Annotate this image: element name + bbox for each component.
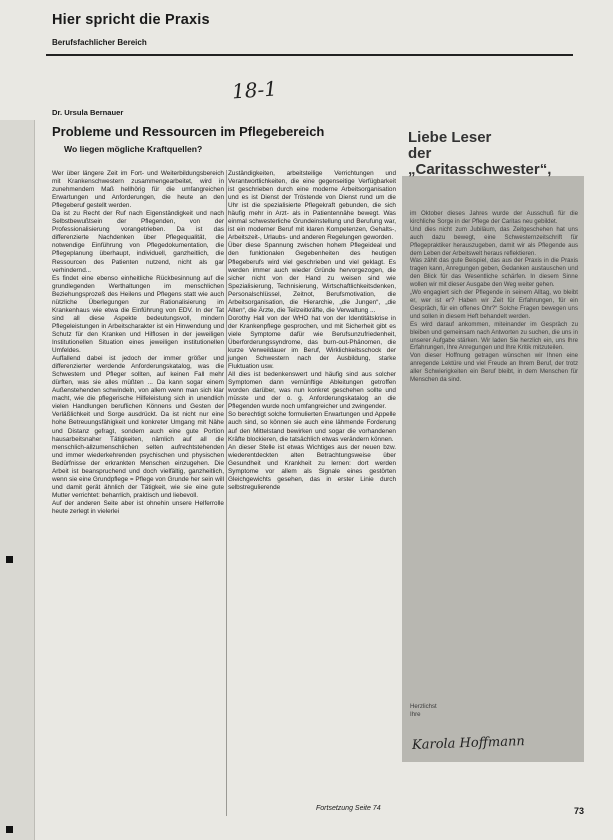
handwritten-annotation: 18-1 (231, 76, 278, 104)
continuation-note: Fortsetzung Seite 74 (316, 805, 381, 812)
paragraph: Zuständigkeiten, arbeitsteilige Verrichtungen und Verantwortlichkeiten, die eine gegenseitige Verfügbarkeit ist geschrieben durch eine moderne Arbeitsorganisation und es ist Dienst der Tröstende von Dienst rund um die Uhr ist die spezialisierte Pflegekraft gebunden, die sich häufig mehr in Arzt- als in Patientennähe bewegt. Was einmal schwesterliche Grundeinstellung und Berufung war, ist ein moderner Beruf mit klaren Kompetenzen, Gehalts-, Arbeitszeit-, Urlaubs- und anderen Regelungen geworden. (228, 170, 396, 242)
paragraph: An dieser Stelle ist etwas Wichtiges aus der neuen bzw. wiederentdeckten alten Betrachtungsweise über Gesundheit und Krankheit zu lernen: dort werden Symptome vor allem als Signale eines gestörten Gleichgewichts gesehen, das in erster Linie durch selbstregulierende (228, 443, 396, 491)
sidebar-paragraph: Was zählt das gute Beispiel, das aus der Praxis in die Praxis tragen kann, Anregungen geben, Gedanken austauschen und den Blick für das Wesentliche schärfen. In diesem Sinne wollen wir mit dieser Ausgabe den Weg weiter gehen. (410, 257, 578, 289)
paragraph: So berechtigt solche formulierten Erwartungen und Appelle auch sind, so können sie auch eine lähmende Forderung auf den Mittelstand bewirken und sogar die vorhandenen Kräfte blockieren, die tatsächlich etwas verändern können. (228, 411, 396, 443)
paragraph: Es findet eine ebenso einheitliche Rückbesinnung auf die grundlegenden Werthaltungen im menschlichen Beziehungsprozeß des Heilens und Pflegens statt wie auch nützliche Überlegungen zur Rationalisierung im Krankenhaus wie etwa die Einführung von EDV. In der Tat sind all diese Aspekte bedeutungsvoll, mindern Pflegeleistungen in Arbeitscharakter ist ein Hinwendung und Schutz für den Kranken und Hilflosen in der jeweiligen Institutionellen Situation eines jeweiligen institutionellen Umfeldes. (52, 274, 224, 355)
sidebar-paragraph: „Wo engagiert sich der Pflegende in seinem Alltag, wo bleibt er, wer ist er? Haben wir Zeit für Erfahrungen, für ein Gespräch, für ein offenes Ohr?“ Solche Fragen bewegen uns und sollen in diesem Heft behandelt werden. (410, 289, 578, 320)
sidebar-title-line: der (408, 145, 432, 162)
previous-page-margin (0, 120, 35, 840)
article-title: Probleme und Ressourcen im Pflegebereich (52, 124, 325, 139)
page-number: 73 (574, 806, 585, 816)
column-divider (226, 170, 227, 816)
section-header-title: Hier spricht die Praxis (52, 12, 210, 28)
paragraph: Auffallend dabei ist jedoch der immer größer und differenzierter werdende Anforderungskatalog, was die Schwestern und Pfleger sollten, auf keinen Fall mehr dürften, was sie alles müßten ... Da kann sogar einem Außenstehenden schwindeln, von allem wenn man sich klar macht, wie die pflegerische Hilfeleistung sich in unendlich vielen Handlungen beruflichen Könnens und Gesten der Verläßlichkeit und Sorge ausdrückt. Da ist nicht nur eine hohe Betreuungsfähigkeit und konkreter Umgang mit Nähe und Distanz gefragt, sondern auch eine gute Portion hausarbeitsnaher Tätigkeiten, nämlich auf all die menschlich-allzumenschlichen selten aufrechtstehenden und immer wiederkehrenden psychischen und physischen Bedürfnisse der erkrankten Menschen einzugehen. Die Arbeit ist beanspruchend und doch vielfältig, ganzheitlich, wenn sie eine Grundpflege = Pflege von Grunde her sein will und damit gerät ähnlich der Tätigkeit, wie sie eine gute Mutter verrichtet: beharrlich, praktisch und liebevoll. (52, 355, 224, 499)
paragraph: Über diese Spannung zwischen hohem Pflegeideal und den funktionalen Gegebenheiten des heutigen Pflegeberufs wird viel geschrieben und viel geklagt. Es werden immer auch wieder Gründe hervorgezogen, die sicher nicht von der Hand zu weisen sind wie Spezialisierung, Technisierung, Wirtschaftlichkeitsdenken, Personalschlüssel, Zeitnot, Berufsmotivation, die Arbeitsorganisation, die Hierarchie, „die Jungen“, „die Alten“, die Ärzte, die Teilzeitkräfte, die Verwaltung ... (228, 242, 396, 314)
header-rule (46, 54, 573, 56)
handwritten-signature: Karola Hoffmann (411, 734, 525, 753)
bullet-square (6, 556, 13, 563)
sidebar-paragraph: im Oktober dieses Jahres wurde der Ausschuß für die kirchliche Sorge in der Pflege der Caritas neu gebildet. (410, 210, 578, 225)
section-header-subtitle: Berufsfachlicher Bereich (52, 38, 147, 47)
sidebar-closing: Herzlichst Ihre (410, 703, 437, 718)
paragraph: Dorothy Hall von der WHO hat von der Identitätskrise in der Krankenpflege gesprochen, und mit Sicherheit gibt es viele Symptome dafür wie Berufsunzufriedenheit, Überforderungssyndrome, das burn-out-Phänomen, die kurze Verweildauer im Beruf, Wirklichkeitsschock der jungen Schwestern nach der Ausbildung, starke Fluktuation usw. (228, 314, 396, 371)
sidebar-title-line: „Caritasschwester“, (408, 161, 552, 178)
article-author: Dr. Ursula Bernauer (52, 108, 124, 117)
sidebar-title-line: Liebe Leser (408, 129, 492, 146)
sidebar-paragraph: Es wird darauf ankommen, miteinander im Gespräch zu bleiben und gemeinsam nach Antworten zu suchen, die uns in unserer Aufgabe stärken. Wir laden Sie herzlich ein, uns Ihre Erfahrungen, Ihre Anregungen und Ihre Kritik mitzuteilen. (410, 320, 578, 352)
sidebar-letter (410, 210, 578, 384)
paragraph: Wer über längere Zeit im Fort- und Weiterbildungsbereich mit Krankenschwestern zusammengearbeitet, wird in zunehmendem Maß hellhörig für die umfangreichen Erwartungen und Anforderungen, die heute an den Pflegeberuf gestellt werden. (52, 170, 224, 210)
bullet-square (6, 826, 13, 833)
article-subtitle: Wo liegen mögliche Kraftquellen? (64, 144, 203, 154)
paragraph: Auf der anderen Seite aber ist ohnehin unsere Helferrolle heute zerlegt in vielerlei (52, 499, 224, 515)
paragraph: All dies ist bedenkenswert und häufig sind aus solcher Symptomen dann vernünftige Ableitungen getroffen worden darüber, was nun konkret geschehen sollte und müsste und der o. g. Anforderungskatalog an die Pflegenden wurde noch umfangreicher und zwingender. (228, 371, 396, 411)
sidebar-paragraph: Von dieser Hoffnung getragen wünschen wir Ihnen eine anregende Lektüre und viel Freude an Ihrem Beruf, der trotz aller Schwierigkeiten ein Beruf bleibt, in dem Menschen für Menschen da sind. (410, 352, 578, 384)
article-column-1 (52, 170, 224, 516)
paragraph: Da ist zu Recht der Ruf nach Eigenständigkeit und nach Selbstbewußtsein der Pflegenden, von der Professionalisierung vorangetrieben. Da ist das differenzierte Nachdenken über Pflegequalität, die notwendige Einführung von Pflegedokumentation, die Pflegeplanung überhaupt, individuell, ganzheitlich, die Ressourcen des Patienten nutzend, nicht als gar verhindernd... (52, 210, 224, 274)
article-column-2 (228, 170, 396, 492)
sidebar-paragraph: Und dies nicht zum Jubiläum, das Zeitgeschehen hat uns auch dazu bewegt, eine Schwesternzeitschrift für Pflegepraktiker herauszugeben, damit wir als Pflegende aus dem Leben der Arbeitswelt heraus reflektieren. (410, 225, 578, 257)
sidebar-title (408, 130, 551, 178)
